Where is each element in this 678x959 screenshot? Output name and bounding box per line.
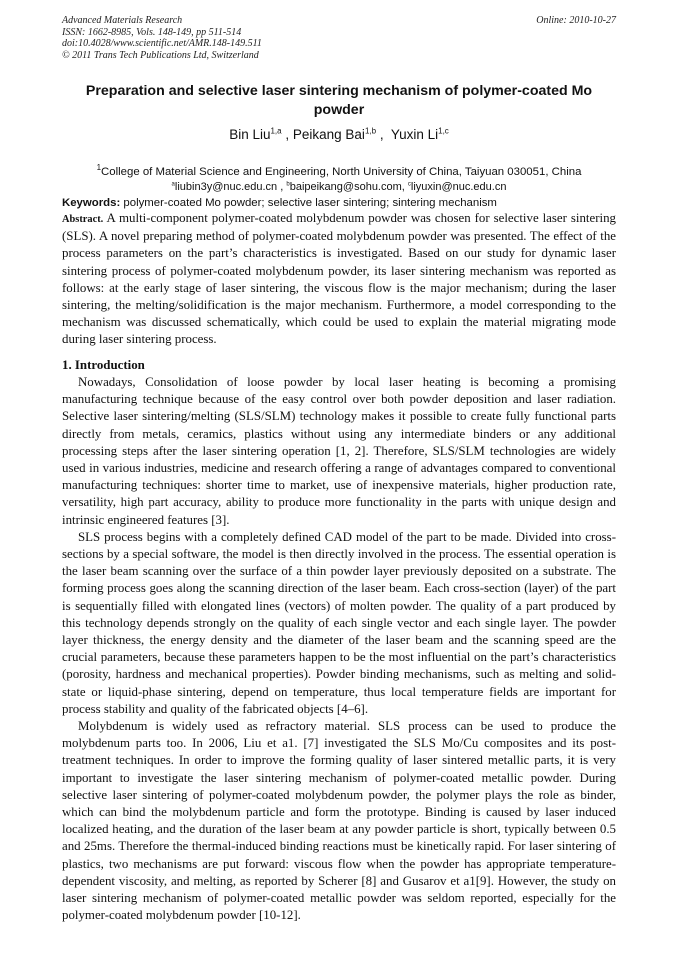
affiliation [62, 165, 616, 179]
keywords-text: polymer-coated Mo powder; selective laser sintering; sintering mechanism [120, 197, 497, 209]
author-affiliation-mark: 1,a [270, 126, 282, 136]
email-address[interactable]: baipeikang@sohu.com, [289, 181, 408, 193]
doi-line: doi:10.4028/www.scientific.net/AMR.148-149.511 [62, 38, 262, 50]
author-list [62, 126, 616, 143]
abstract [62, 210, 616, 349]
author-affiliation-mark: 1,b [364, 126, 377, 136]
issn-line: ISSN: 1662-8985, Vols. 148-149, pp 511-514 [62, 26, 242, 38]
author-emails [62, 180, 616, 194]
journal-header [62, 15, 616, 61]
paragraph: SLS process begins with a completely defined CAD model of the part to be made. Divided into cross-sections by a special software, the model is then directly involved in the process. The essential operation is the laser beam scanning over the surface of a thin powder layer previously deposited on a substrate. The forming process goes along the scanning direction of the laser beam. Each cross-section (layer) of the part is sequentially filled with elongated lines (vectors) of molten powder. The quality of a part produced by this technology depends strongly on the quality of each single vector and each single layer. The powder layer thickness, the energy density and the diameter of the laser beam and the scanning speed are the crucial parameters, because these parameters happen to be the most influential on the part’s characteristics (porosity, hardness and mechanical properties). Powder binding mechanisms, such as melting and solid-state or liquid-phase sintering, depend on temperature, thus local temperature fields are important for process stability and quality of the fabricated objects [4–6]. [62, 529, 616, 716]
keywords [62, 196, 616, 210]
email-mark: a [171, 181, 175, 188]
online-date: Online: 2010-10-27 [536, 15, 616, 26]
author-name: Bin Liu [229, 127, 271, 142]
section-heading: 1. Introduction [62, 358, 145, 372]
paper-title: Preparation and selective laser sintering mechanism of polymer-coated Mo powder [85, 83, 593, 118]
author-separator: , [281, 127, 293, 142]
email-mark: b [286, 181, 290, 188]
author-affiliation-mark: 1,c [438, 126, 449, 136]
keywords-label: Keywords: [62, 197, 121, 209]
paragraph: Nowadays, Consolidation of loose powder by local laser heating is becoming a promising manufacturing technique because of the easy control over both powder deposition and laser radiation. Selective laser sintering/melting (SLS/SLM) technology makes it possible to create fully functional parts directly from metals, ceramics, plastics without using any intermediate binders or any additional processing steps after the laser sintering operation [1, 2]. Therefore, SLS/SLM technologies are widely used in various industries, medicine and research offering a range of advantages compared to conventional manufacturing techniques: shorter time to market, use of inexpensive materials, higher production rate, versatility, high part accuracy, ability to produce more functionality in the parts with unique design and intrinsic engineered features [3]. [62, 375, 616, 527]
abstract-text: A multi-component polymer-coated molybdenum powder was chosen for selective laser sintering (SLS). A novel preparing method of polymer-coated molybdenum powder was presented. The effect of the process parameters on the part’s characteristics is investigated. Based on our study for dynamic laser sintering process of polymer-coated molybdenum powder, its laser sintering mechanism was reported as follows: at the early stage of laser sintering, the viscous flow is the major mechanism; during the laser sintering, the melting/solidification is the major mechanism. Furthermore, a model corresponding to the mechanism was discussed schematically, which could be used to explain the material migrating mode during laser sintering process. [62, 211, 616, 347]
author-name: Yuxin Li [390, 127, 439, 142]
email-address[interactable]: liyuxin@nuc.edu.cn [410, 181, 507, 193]
email-address[interactable]: liubin3y@nuc.edu.cn , [174, 181, 284, 193]
author-name: Peikang Bai [292, 127, 365, 142]
paragraph: Molybdenum is widely used as refractory material. SLS process can be used to produce the molybdenum parts too. In 2006, Liu et a1. [7] investigated the SLS Mo/Cu composites and its post-treatment techniques. In order to improve the forming quality of laser sintered metallic parts, it is very important to investigate the laser sintering mechanism of polymer-coated metallic powder. During selective laser sintering of polymer-coated molybdenum powder, the polymer plays the role as binder, which can bind the molybdenum particle and form the prototype. Binding is caused by laser induced localized heating, and the duration of the laser beam at any powder particle is short, typically between 0.5 and 25ms. Therefore the thermal-induced binding reactions must be kinetically rapid. For laser sintering of plastics, two mechanisms are put forward: viscous flow when the powder has appropriate temperature-dependent viscosity, and melting, as reported by Scherer [8] and Gusarov et a1[9]. However, the study on laser sintering mechanism of polymer-coated metallic powder was seldom reported, especially for the polymer-coated molybdenum powder [10-12]. [62, 719, 616, 923]
affiliation-text: College of Material Science and Engineering, North University of China, Taiyuan 030051, China [101, 166, 582, 178]
affiliation-mark: 1 [96, 163, 102, 173]
journal-name: Advanced Materials Research [62, 15, 183, 26]
author-separator: , [376, 127, 391, 142]
section-body [62, 374, 616, 925]
abstract-label: Abstract. [62, 214, 104, 225]
copyright-line: © 2011 Trans Tech Publications Ltd, Switzerland [62, 49, 259, 61]
email-mark: c [407, 181, 411, 188]
